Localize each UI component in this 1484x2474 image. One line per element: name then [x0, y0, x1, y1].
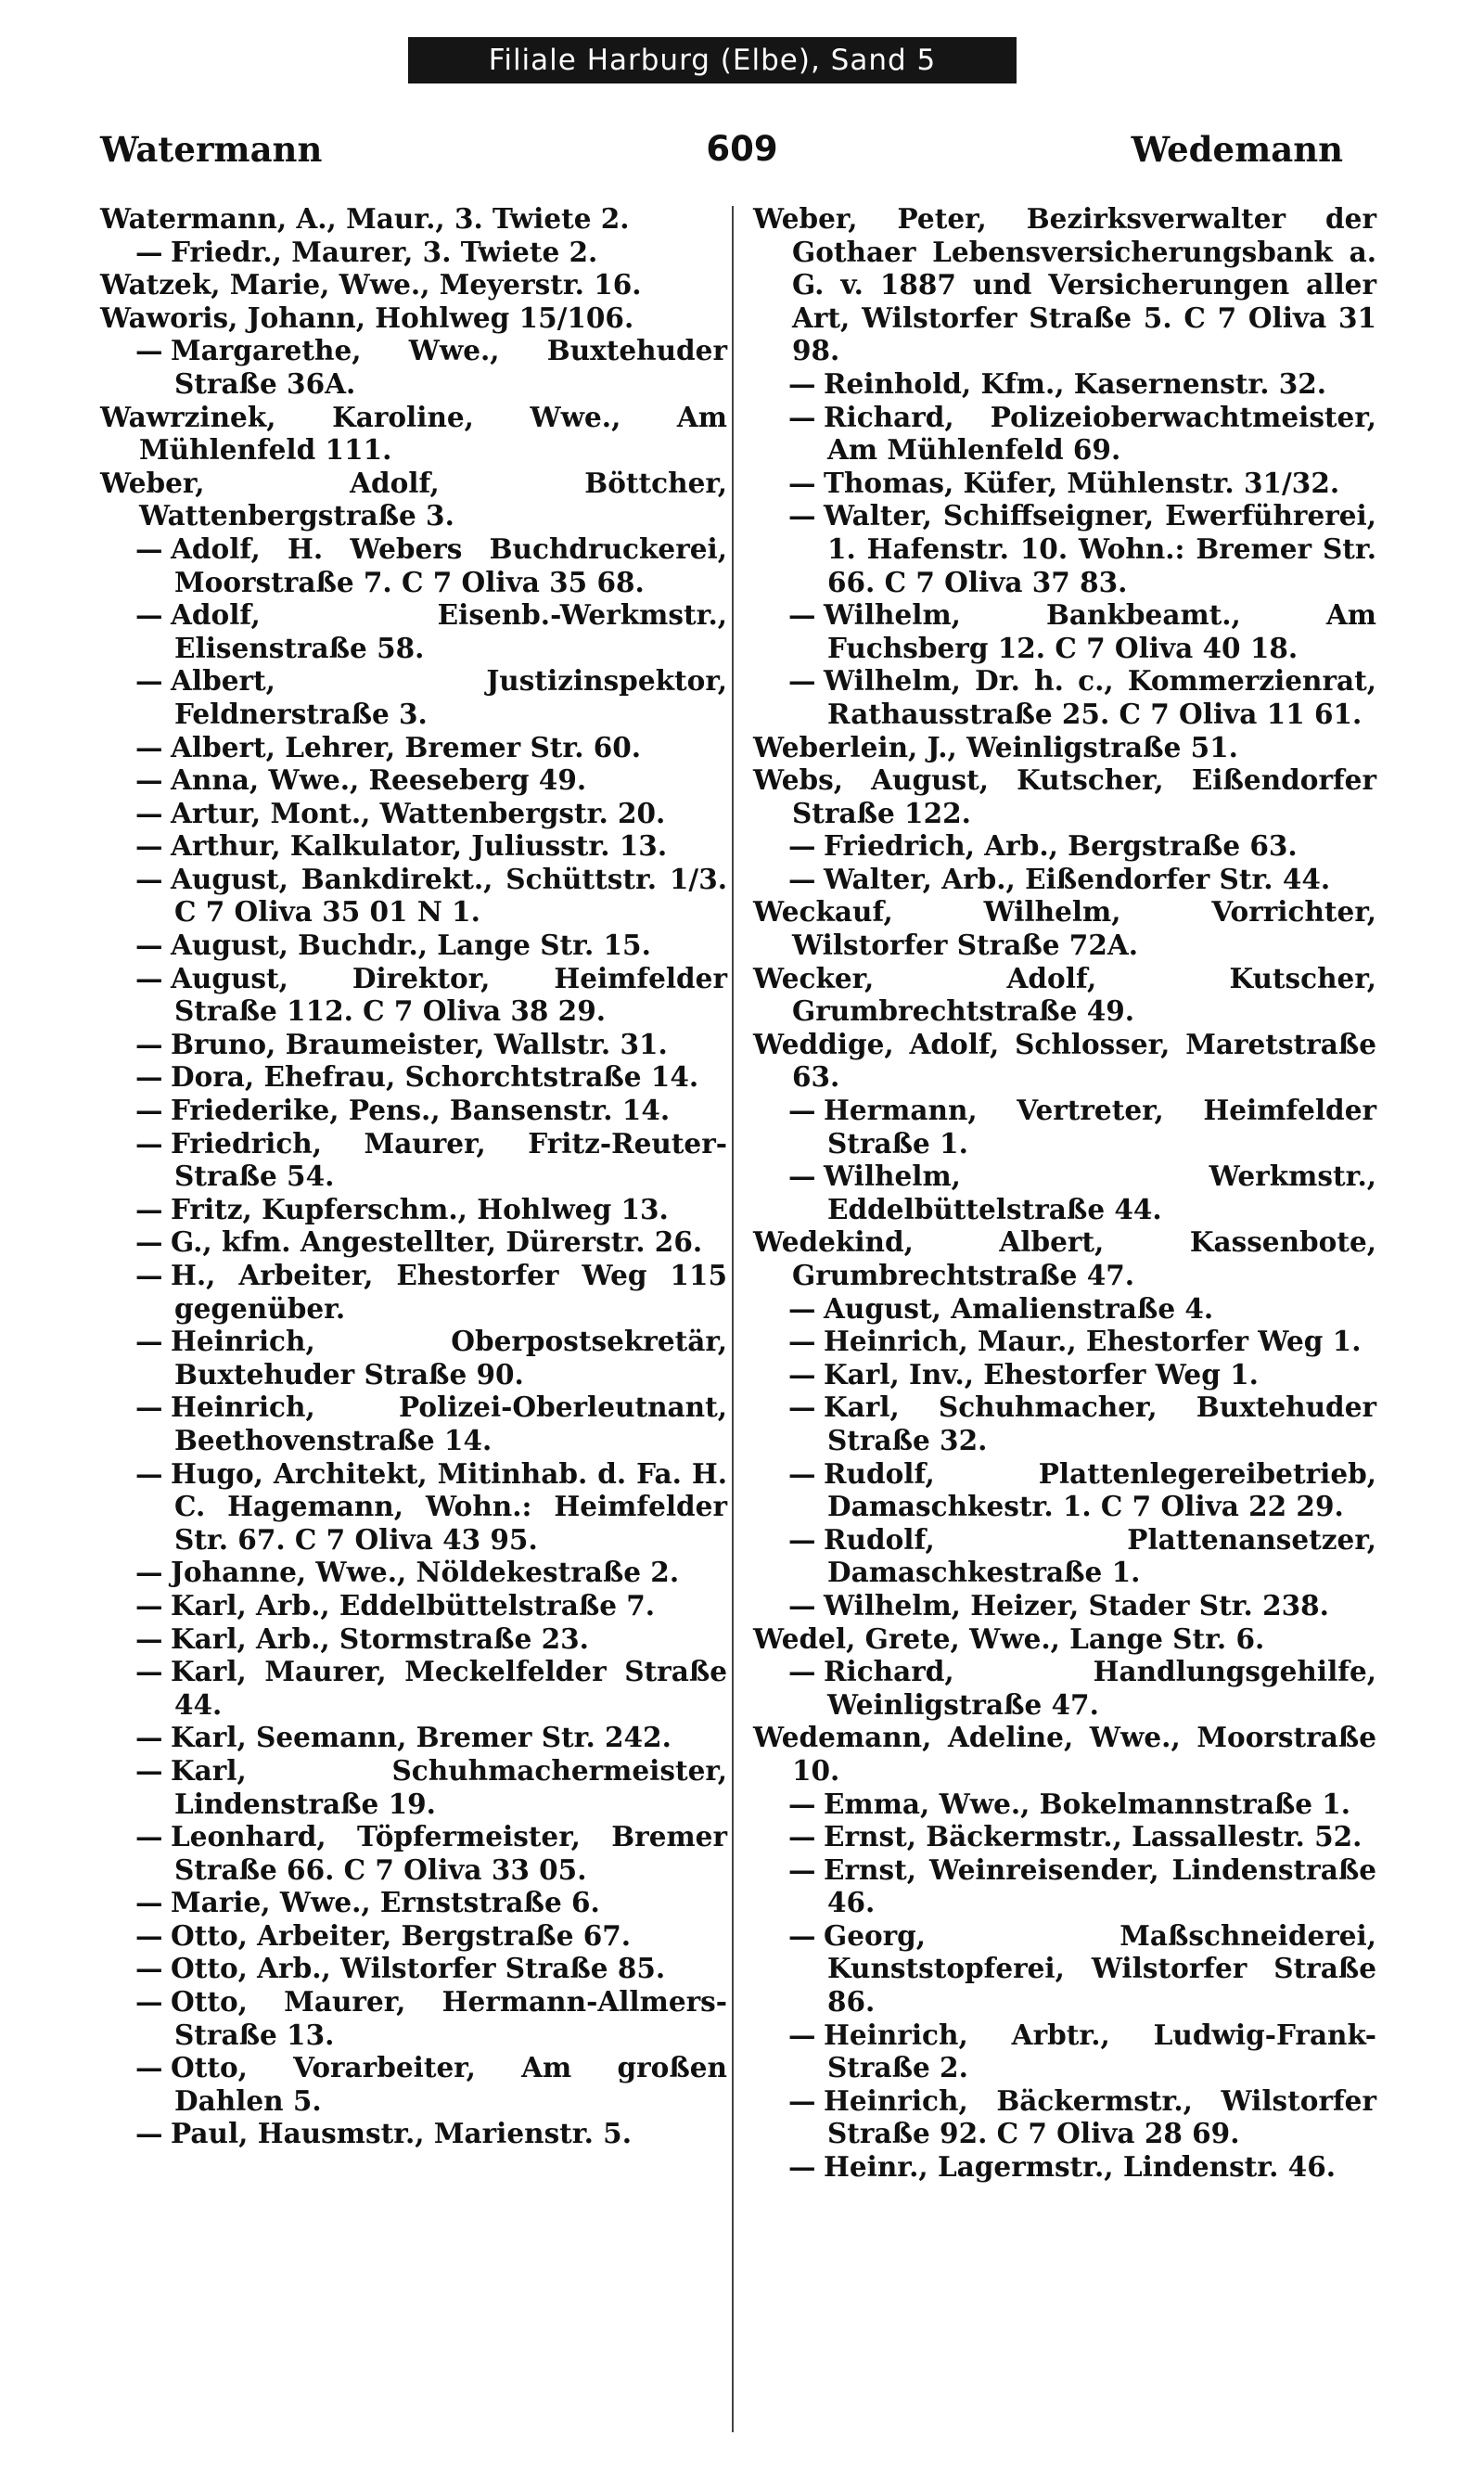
repeat-dash: — — [135, 1325, 163, 1358]
directory-entry — [753, 1721, 1376, 1787]
entry-text: Karl, Schuhmachermeister, Lindenstraße 19. — [171, 1753, 727, 1820]
repeat-dash: — — [788, 2083, 816, 2117]
left-column — [100, 202, 727, 2150]
entry-text: Karl, Inv., Ehestorfer Weg 1. — [824, 1357, 1259, 1391]
entry-text: Wedemann, Adeline, Wwe., Moorstraße 10. — [753, 1721, 1376, 1787]
entry-text: Artur, Mont., Wattenbergstr. 20. — [171, 796, 666, 829]
repeat-dash: — — [135, 1192, 163, 1225]
entry-text: Wilhelm, Bankbeamt., Am Fuchsberg 12. C 7 Oliva 40 18. — [824, 598, 1376, 664]
repeat-dash: — — [788, 1820, 816, 1853]
repeat-dash: — — [788, 862, 816, 895]
directory-entry — [100, 664, 727, 730]
repeat-dash: — — [135, 1588, 163, 1622]
repeat-dash: — — [135, 1886, 163, 1919]
entry-text: Heinrich, Polizei-Oberleutnant, Beethovenstraße 14. — [171, 1391, 727, 1456]
entry-text: Wecker, Adolf, Kutscher, Grumbrechtstraße 49. — [753, 961, 1376, 1028]
repeat-dash: — — [788, 466, 816, 499]
directory-entry — [753, 202, 1376, 367]
entry-text: Fritz, Kupferschm., Hohlweg 13. — [171, 1192, 669, 1225]
repeat-dash: — — [788, 1655, 816, 1688]
repeat-dash: — — [788, 1522, 816, 1556]
directory-entry — [753, 1655, 1376, 1721]
entry-text: Albert, Justizinspektor, Feldnerstraße 3. — [171, 664, 727, 730]
entry-text: Johanne, Wwe., Nöldekestraße 2. — [171, 1556, 680, 1589]
entry-text: Friedr., Maurer, 3. Twiete 2. — [171, 235, 598, 268]
entry-text: Paul, Hausmstr., Marienstr. 5. — [171, 2117, 632, 2150]
directory-entry — [100, 1127, 727, 1193]
entry-text: Weddige, Adolf, Schlosser, Maretstraße 63. — [753, 1027, 1376, 1094]
repeat-dash: — — [788, 598, 816, 632]
directory-entry — [100, 268, 727, 301]
entry-text: Ernst, Weinreisender, Lindenstraße 46. — [824, 1852, 1376, 1919]
directory-entry — [100, 1457, 727, 1557]
entry-text: Otto, Vorarbeiter, Am großen Dahlen 5. — [171, 2051, 727, 2117]
entry-text: Heinrich, Arbtr., Ludwig-Frank-Straße 2. — [824, 2018, 1376, 2084]
directory-entry — [753, 962, 1376, 1028]
page-number: 609 — [706, 129, 778, 169]
repeat-dash: — — [135, 2051, 163, 2084]
entry-text: Georg, Maßschneiderei, Kunststopferei, Wilstorfer Straße 86. — [824, 1918, 1376, 2019]
directory-entry — [100, 236, 727, 269]
directory-entry — [753, 763, 1376, 829]
directory-entry — [100, 929, 727, 962]
directory-entry — [100, 1391, 727, 1456]
repeat-dash: — — [135, 1820, 163, 1853]
repeat-dash: — — [135, 664, 163, 698]
directory-entry — [753, 467, 1376, 500]
directory-entry — [753, 1820, 1376, 1853]
running-head-left: Watermann — [100, 129, 323, 170]
directory-entry — [753, 664, 1376, 730]
directory-entry — [100, 1225, 727, 1259]
entry-text: Marie, Wwe., Ernststraße 6. — [171, 1886, 600, 1919]
repeat-dash: — — [788, 1357, 816, 1391]
entry-text: Heinrich, Maur., Ehestorfer Weg 1. — [824, 1325, 1362, 1358]
entry-text: Otto, Arbeiter, Bergstraße 67. — [171, 1918, 632, 1952]
entry-text: Hugo, Architekt, Mitinhab. d. Fa. H. C. Hagemann, Wohn.: Heimfelder Str. 67. C 7 Oliva 43 95. — [171, 1456, 727, 1556]
entry-text: Ernst, Bäckermstr., Lassallestr. 52. — [824, 1820, 1362, 1853]
directory-entry — [753, 829, 1376, 863]
entry-text: Wilhelm, Heizer, Stader Str. 238. — [824, 1588, 1329, 1622]
directory-entry — [100, 1193, 727, 1226]
directory-entry — [100, 1985, 727, 2051]
directory-entry — [753, 2019, 1376, 2084]
directory-entry — [100, 962, 727, 1028]
directory-entry — [100, 467, 727, 532]
directory-entry — [753, 1853, 1376, 1919]
directory-entry — [753, 401, 1376, 467]
entry-text: Albert, Lehrer, Bremer Str. 60. — [171, 730, 642, 763]
repeat-dash: — — [135, 1259, 163, 1291]
repeat-dash: — — [788, 400, 816, 433]
directory-entry — [100, 1325, 727, 1391]
repeat-dash: — — [135, 1060, 163, 1094]
repeat-dash: — — [135, 334, 163, 367]
directory-entry — [100, 1886, 727, 1919]
directory-entry — [753, 1523, 1376, 1589]
repeat-dash: — — [135, 829, 163, 863]
directory-entry — [753, 1292, 1376, 1326]
repeat-dash: — — [788, 829, 816, 863]
entry-text: August, Bankdirekt., Schüttstr. 1/3. C 7 Oliva 35 01 N 1. — [171, 862, 727, 929]
repeat-dash: — — [788, 366, 816, 400]
entry-text: Bruno, Braumeister, Wallstr. 31. — [171, 1027, 668, 1060]
repeat-dash: — — [788, 1918, 816, 1952]
entry-text: Walter, Arb., Eißendorfer Str. 44. — [824, 862, 1331, 895]
directory-entry — [100, 731, 727, 764]
entry-text: Anna, Wwe., Reeseberg 49. — [171, 763, 587, 797]
repeat-dash: — — [135, 1126, 163, 1160]
entry-text: Karl, Arb., Eddelbüttelstraße 7. — [171, 1588, 656, 1622]
entry-text: Reinhold, Kfm., Kasernenstr. 32. — [824, 366, 1327, 400]
directory-entry — [100, 1028, 727, 1061]
repeat-dash: — — [788, 1588, 816, 1622]
directory-entry — [100, 1655, 727, 1721]
repeat-dash: — — [135, 1918, 163, 1952]
entry-text: Rudolf, Plattenlegereibetrieb, Damaschkestr. 1. C 7 Oliva 22 29. — [824, 1456, 1376, 1523]
entry-text: Waworis, Johann, Hohlweg 15/106. — [100, 301, 634, 334]
directory-entry — [100, 598, 727, 664]
directory-entry — [100, 334, 727, 400]
repeat-dash: — — [788, 1325, 816, 1358]
entry-text: Heinr., Lagermstr., Lindenstr. 46. — [824, 2150, 1337, 2184]
entry-text: Watzek, Marie, Wwe., Meyerstr. 16. — [100, 268, 642, 301]
entry-text: Wedekind, Albert, Kassenbote, Grumbrechtstraße 47. — [753, 1225, 1376, 1291]
repeat-dash: — — [135, 862, 163, 895]
entry-text: H., Arbeiter, Ehestorfer Weg 115 gegenüber. — [171, 1259, 727, 1325]
directory-entry — [753, 367, 1376, 401]
directory-entry — [753, 1788, 1376, 1821]
entry-text: Margarethe, Wwe., Buxtehuder Straße 36A. — [171, 334, 727, 400]
entry-text: Wilhelm, Dr. h. c., Kommerzienrat, Rathausstraße 25. C 7 Oliva 11 61. — [824, 664, 1376, 730]
entry-text: Otto, Maurer, Hermann-Allmers-Straße 13. — [171, 1985, 727, 2051]
directory-entry — [100, 301, 727, 335]
directory-entry — [100, 1622, 727, 1656]
directory-entry — [100, 1094, 727, 1127]
repeat-dash: — — [135, 235, 163, 268]
directory-entry — [753, 1325, 1376, 1358]
directory-entry — [100, 532, 727, 598]
directory-entry — [753, 2150, 1376, 2184]
repeat-dash: — — [135, 1985, 163, 2019]
directory-entry — [753, 2084, 1376, 2150]
directory-entry — [753, 731, 1376, 764]
entry-text: Karl, Seemann, Bremer Str. 242. — [171, 1721, 672, 1754]
directory-entry — [753, 895, 1376, 961]
directory-entry — [100, 1259, 727, 1325]
running-head-right: Wedemann — [1131, 129, 1343, 170]
directory-entry — [753, 1391, 1376, 1456]
entry-text: August, Buchdr., Lange Str. 15. — [171, 929, 651, 962]
directory-entry — [753, 499, 1376, 598]
entry-text: Karl, Arb., Stormstraße 23. — [171, 1622, 589, 1655]
directory-entry — [100, 1060, 727, 1094]
repeat-dash: — — [135, 763, 163, 797]
repeat-dash: — — [135, 1721, 163, 1754]
entry-text: Otto, Arb., Wilstorfer Straße 85. — [171, 1952, 666, 1985]
directory-entry — [753, 1094, 1376, 1160]
entry-text: Wedel, Grete, Wwe., Lange Str. 6. — [753, 1622, 1265, 1655]
entry-text: Heinrich, Bäckermstr., Wilstorfer Straße 92. C 7 Oliva 28 69. — [824, 2083, 1376, 2150]
entry-text: Weber, Adolf, Böttcher, Wattenbergstraße 3. — [100, 466, 727, 532]
repeat-dash: — — [788, 1291, 816, 1325]
entry-text: August, Amalienstraße 4. — [824, 1291, 1214, 1325]
entry-text: Rudolf, Plattenansetzer, Damaschkestraße 1. — [824, 1522, 1376, 1589]
entry-text: Walter, Schiffseigner, Ewerführerei, 1. Hafenstr. 10. Wohn.: Bremer Str. 66. C 7 Oliva 37 83. — [824, 499, 1376, 598]
entry-text: Friederike, Pens., Bansenstr. 14. — [171, 1094, 671, 1127]
repeat-dash: — — [135, 1094, 163, 1127]
directory-entry — [100, 2051, 727, 2117]
entry-text: Weberlein, J., Weinligstraße 51. — [753, 730, 1238, 763]
entry-text: Friedrich, Maurer, Fritz-Reuter-Straße 54. — [171, 1126, 727, 1193]
repeat-dash: — — [788, 664, 816, 698]
repeat-dash: — — [788, 2150, 816, 2184]
directory-entry — [753, 598, 1376, 664]
repeat-dash: — — [135, 796, 163, 829]
entry-text: Hermann, Vertreter, Heimfelder Straße 1. — [824, 1094, 1376, 1160]
repeat-dash: — — [135, 1753, 163, 1787]
entry-text: Wawrzinek, Karoline, Wwe., Am Mühlenfeld 111. — [100, 400, 727, 467]
entry-text: Friedrich, Arb., Bergstraße 63. — [824, 829, 1298, 863]
branch-banner: Filiale Harburg (Elbe), Sand 5 — [408, 37, 1017, 83]
directory-entry — [100, 1721, 727, 1754]
repeat-dash: — — [135, 1391, 163, 1424]
entry-text: Richard, Polizeioberwachtmeister, Am Mühlenfeld 69. — [824, 400, 1376, 467]
directory-entry — [100, 763, 727, 797]
directory-entry — [100, 202, 727, 236]
entry-text: Karl, Schuhmacher, Buxtehuder Straße 32. — [824, 1391, 1376, 1456]
repeat-dash: — — [135, 1456, 163, 1490]
repeat-dash: — — [788, 499, 816, 532]
entry-text: August, Direktor, Heimfelder Straße 112. C 7 Oliva 38 29. — [171, 961, 727, 1028]
directory-entry — [100, 1952, 727, 1985]
entry-text: Emma, Wwe., Bokelmannstraße 1. — [824, 1787, 1351, 1820]
directory-entry — [753, 1457, 1376, 1523]
entry-text: Watermann, A., Maur., 3. Twiete 2. — [100, 202, 630, 235]
entry-text: Arthur, Kalkulator, Juliusstr. 13. — [171, 829, 668, 863]
repeat-dash: — — [135, 1952, 163, 1985]
entry-text: Leonhard, Töpfermeister, Bremer Straße 66. C 7 Oliva 33 05. — [171, 1820, 727, 1886]
repeat-dash: — — [788, 1391, 816, 1424]
entry-text: Heinrich, Oberpostsekretär, Buxtehuder Straße 90. — [171, 1325, 727, 1391]
directory-entry — [100, 1820, 727, 1886]
directory-entry — [753, 1622, 1376, 1656]
repeat-dash: — — [135, 1225, 163, 1259]
repeat-dash: — — [135, 1622, 163, 1655]
repeat-dash: — — [135, 961, 163, 994]
directory-entry — [753, 863, 1376, 896]
entry-text: Adolf, Eisenb.-Werkmstr., Elisenstraße 58. — [171, 598, 727, 664]
entry-text: Adolf, H. Webers Buchdruckerei, Moorstraße 7. C 7 Oliva 35 68. — [171, 532, 727, 598]
directory-entry — [100, 2117, 727, 2150]
directory-entry — [100, 1589, 727, 1622]
entry-text: Weckauf, Wilhelm, Vorrichter, Wilstorfer Straße 72A. — [753, 895, 1376, 962]
repeat-dash: — — [135, 1655, 163, 1688]
repeat-dash: — — [135, 1027, 163, 1060]
directory-entry — [753, 1160, 1376, 1225]
directory-entry — [100, 829, 727, 863]
entry-text: Karl, Maurer, Meckelfelder Straße 44. — [171, 1655, 727, 1721]
directory-entry — [753, 1919, 1376, 2019]
directory-entry — [753, 1028, 1376, 1094]
directory-entry — [753, 1589, 1376, 1622]
entry-text: Thomas, Küfer, Mühlenstr. 31/32. — [824, 466, 1340, 499]
right-column — [753, 202, 1376, 2184]
repeat-dash: — — [788, 1852, 816, 1886]
entry-text: Dora, Ehefrau, Schorchtstraße 14. — [171, 1060, 699, 1094]
entry-text: G., kfm. Angestellter, Dürerstr. 26. — [171, 1225, 703, 1259]
column-divider — [732, 206, 734, 2432]
directory-entry — [100, 1754, 727, 1820]
repeat-dash: — — [788, 1160, 816, 1193]
repeat-dash: — — [788, 1456, 816, 1490]
repeat-dash: — — [135, 730, 163, 763]
repeat-dash: — — [788, 1787, 816, 1820]
repeat-dash: — — [788, 1094, 816, 1127]
entry-text: Wilhelm, Werkmstr., Eddelbüttelstraße 44. — [824, 1160, 1376, 1225]
repeat-dash: — — [135, 2117, 163, 2150]
directory-entry — [100, 863, 727, 929]
entry-text: Weber, Peter, Bezirksverwalter der Gothaer Lebensversicherungsbank a. G. v. 1887 und Versicherungen aller Art, Wilstorfer Straße 5. C 7 Oliva 31 98. — [753, 202, 1376, 367]
entry-text: Webs, August, Kutscher, Eißendorfer Straße 122. — [753, 763, 1376, 829]
directory-entry — [753, 1358, 1376, 1391]
directory-entry — [100, 401, 727, 467]
directory-entry — [100, 1556, 727, 1589]
repeat-dash: — — [788, 2018, 816, 2051]
repeat-dash: — — [135, 1556, 163, 1589]
directory-entry — [100, 797, 727, 830]
repeat-dash: — — [135, 532, 163, 565]
directory-entry — [100, 1919, 727, 1953]
entry-text: Richard, Handlungsgehilfe, Weinligstraße 47. — [824, 1655, 1376, 1721]
directory-entry — [753, 1225, 1376, 1291]
repeat-dash: — — [135, 598, 163, 632]
repeat-dash: — — [135, 929, 163, 962]
